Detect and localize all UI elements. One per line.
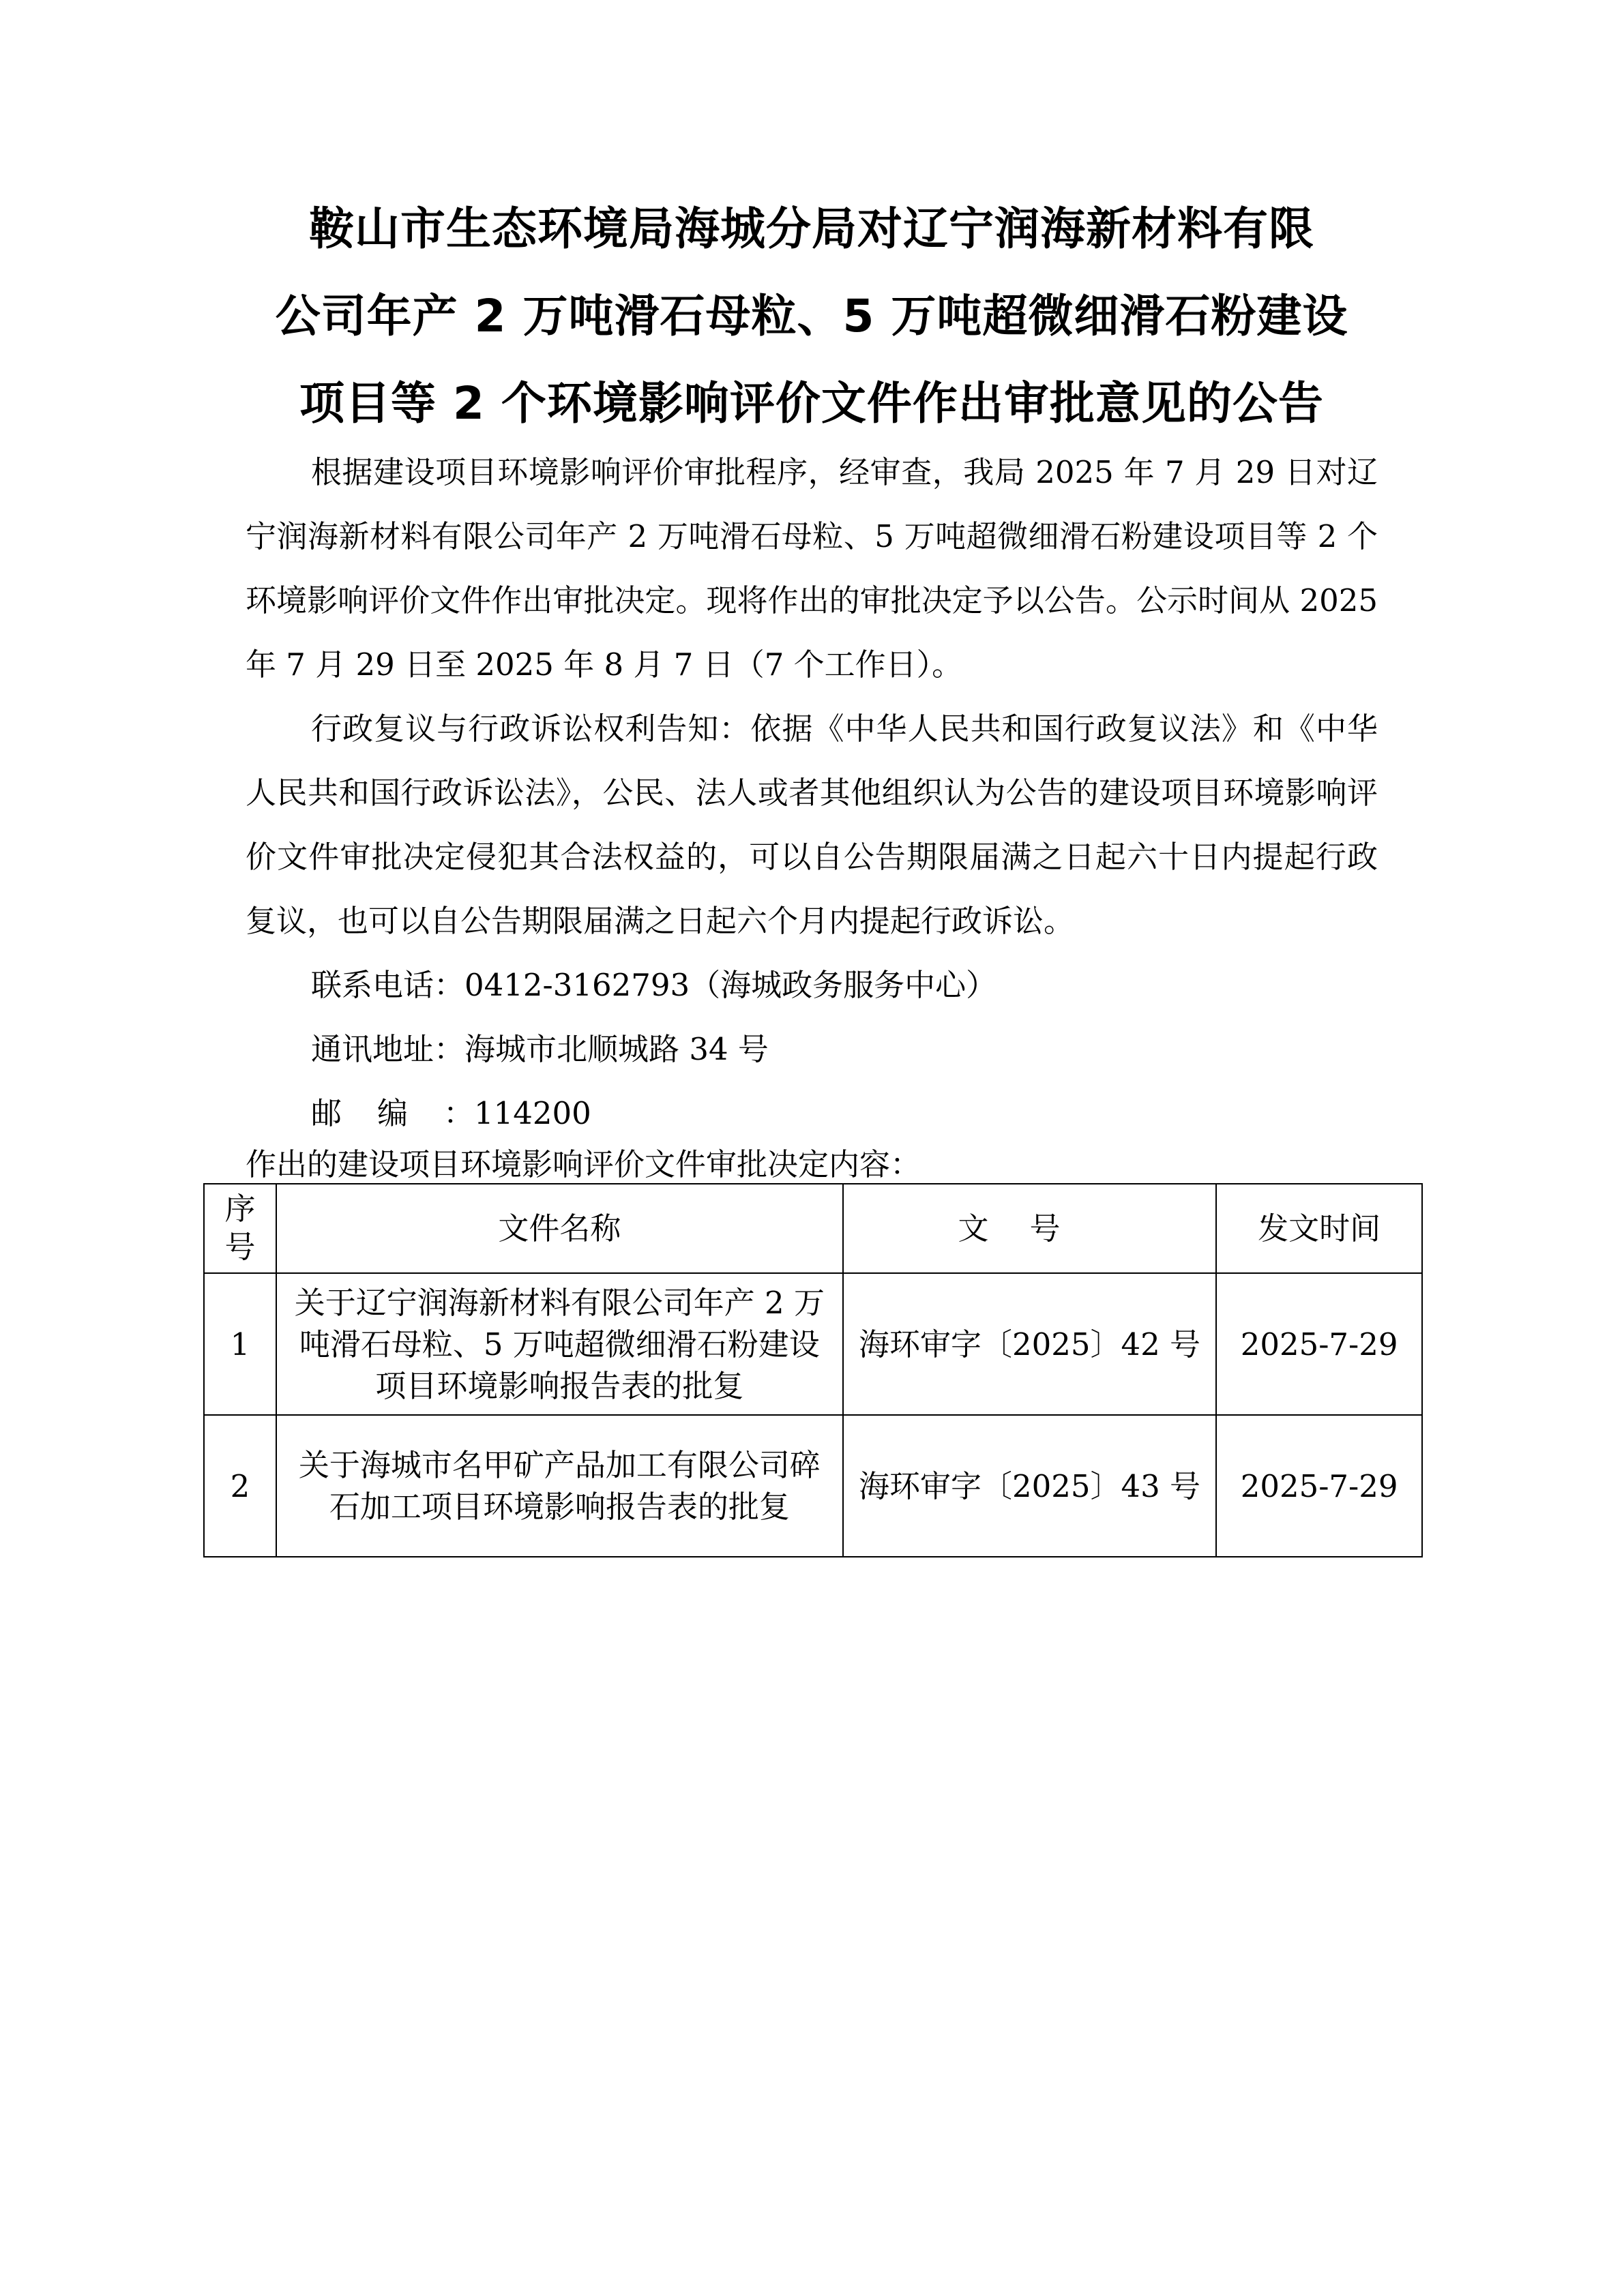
contact-address-line bbox=[246, 1017, 1378, 1082]
announcement-body bbox=[246, 441, 1378, 1184]
header-no: 序号 bbox=[204, 1184, 276, 1273]
header-date: 发文时间 bbox=[1216, 1184, 1422, 1273]
cell-ref: 海环审字〔2025〕42 号 bbox=[843, 1273, 1216, 1415]
address-label: 通讯地址： bbox=[311, 1031, 465, 1067]
table-row bbox=[204, 1273, 1422, 1415]
title-line-3: 项目等 2 个环境影响评价文件作出审批意见的公告 bbox=[299, 377, 1324, 430]
title-line-1: 鞍山市生态环境局海城分局对辽宁润海新材料有限 bbox=[309, 203, 1314, 255]
cell-ref: 海环审字〔2025〕43 号 bbox=[843, 1415, 1216, 1557]
phone-label: 联系电话： bbox=[311, 967, 465, 1003]
title-line-2: 公司年产 2 万吨滑石母粒、5 万吨超微细滑石粉建设 bbox=[275, 290, 1348, 342]
table-row bbox=[204, 1415, 1422, 1557]
cell-date: 2025-7-29 bbox=[1216, 1415, 1422, 1557]
cell-name: 关于辽宁润海新材料有限公司年产 2 万吨滑石母粒、5 万吨超微细滑石粉建设项目环境影响报告表的批复 bbox=[276, 1273, 843, 1415]
approval-paragraph: 根据建设项目环境影响评价审批程序，经审查，我局 2025 年 7 月 29 日对辽宁润海新材料有限公司年产 2 万吨滑石母粒、5 万吨超微细滑石粉建设项目等 2 个环境影响评价文件作出审批决定。现将作出的审批决定予以公告。公示时间从 2025 年 7 月 29 日至 2025 年 8 月 7 日（7 个工作日）。 bbox=[246, 454, 1378, 683]
postcode-label: 邮编 bbox=[311, 1095, 444, 1131]
legal-rights-paragraph: 行政复议与行政诉讼权利告知：依据《中华人民共和国行政复议法》和《中华人民共和国行政诉讼法》，公民、法人或者其他组织认为公告的建设项目环境影响评价文件审批决定侵犯其合法权益的，可以自公告期限届满之日起六十日内提起行政复议，也可以自公告期限届满之日起六个月内提起行政诉讼。 bbox=[246, 711, 1378, 939]
approval-table bbox=[203, 1183, 1423, 1557]
table-header-row bbox=[204, 1184, 1422, 1273]
header-name: 文件名称 bbox=[276, 1184, 843, 1273]
phone-value: 0412-3162793（海城政务服务中心） bbox=[464, 967, 997, 1003]
header-ref: 文号 bbox=[843, 1184, 1216, 1273]
postcode-colon: ： bbox=[443, 1095, 475, 1131]
cell-no: 1 bbox=[204, 1273, 276, 1415]
table-intro: 作出的建设项目环境影响评价文件审批决定内容： bbox=[246, 1146, 921, 1182]
postcode-value: 114200 bbox=[474, 1095, 591, 1131]
cell-name: 关于海城市名甲矿产品加工有限公司碎石加工项目环境影响报告表的批复 bbox=[276, 1415, 843, 1557]
announcement-title bbox=[232, 185, 1391, 447]
cell-date: 2025-7-29 bbox=[1216, 1273, 1422, 1415]
cell-no: 2 bbox=[204, 1415, 276, 1557]
contact-postcode-line bbox=[246, 1082, 1378, 1146]
contact-phone-line bbox=[246, 953, 1378, 1017]
address-value: 海城市北顺城路 34 号 bbox=[464, 1031, 769, 1067]
